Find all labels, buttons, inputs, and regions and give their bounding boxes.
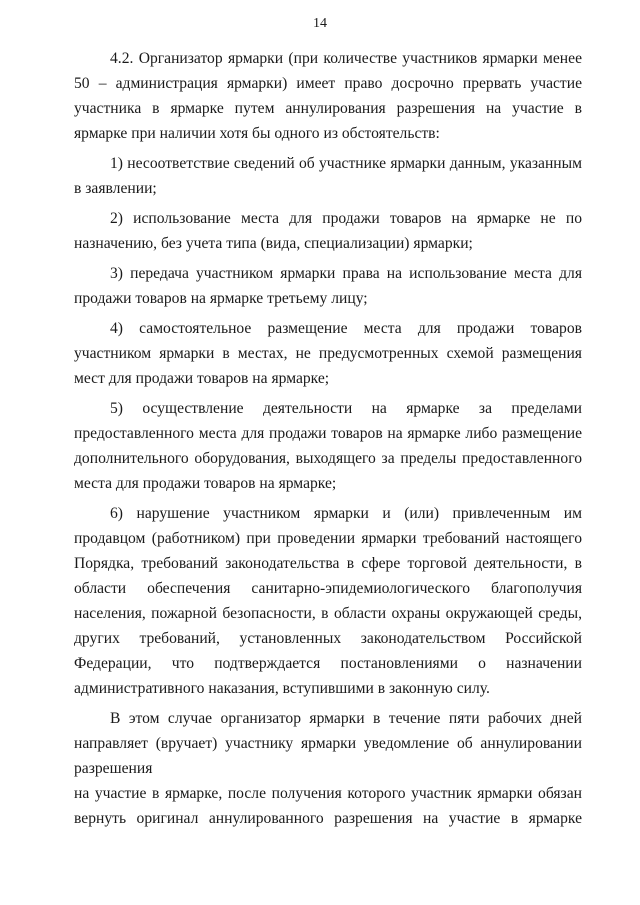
page-number: 14: [313, 16, 327, 31]
document-body: [74, 46, 582, 836]
list-item-3: 3) передача участником ярмарки права на использование места для продажи товаров на ярмарке третьему лицу;: [74, 265, 582, 307]
paragraph-continuation: на участие в ярмарке, после получения которого участник ярмарки обязан вернуть оригинал аннулированного разрешения на участие в ярмарке: [74, 785, 582, 827]
list-item-6: 6) нарушение участником ярмарки и (или) привлеченным им продавцом (работником) при проведении ярмарки требований настоящего Порядка, требований законодательства в сфере торговой деятельности, в области обеспечения санитарно-эпидемиологического благополучия населения, пожарной безопасности, в области охраны окружающей среды, других требований, установленных законодательством Российской Федерации, что подтверждается постановлениями о назначении административного наказания, вступившими в законную силу.: [74, 505, 582, 697]
list-item-2: 2) использование места для продажи товаров на ярмарке не по назначению, без учета типа (вида, специализации) ярмарки;: [74, 210, 582, 252]
list-item-5: 5) осуществление деятельности на ярмарке за пределами предоставленного места для продажи товаров на ярмарке либо размещение дополнительного оборудования, выходящего за пределы предоставленного места для продажи товаров на ярмарке;: [74, 400, 582, 492]
list-item-1: 1) несоответствие сведений об участнике ярмарки данным, указанным в заявлении;: [74, 155, 582, 197]
paragraph-4-2: 4.2. Организатор ярмарки (при количестве участников ярмарки менее 50 – администрация ярмарки) имеет право досрочно прервать участие участника в ярмарке путем аннулирования разрешения на участие в ярмарке при наличии хотя бы одного из обстоятельств:: [74, 50, 582, 142]
paragraph-notice: В этом случае организатор ярмарки в течение пяти рабочих дней направляет (вручает) участнику ярмарки уведомление об аннулировании разрешения: [74, 710, 582, 777]
list-item-4: 4) самостоятельное размещение места для продажи товаров участником ярмарки в местах, не предусмотренных схемой размещения мест для продажи товаров на ярмарке;: [74, 320, 582, 387]
